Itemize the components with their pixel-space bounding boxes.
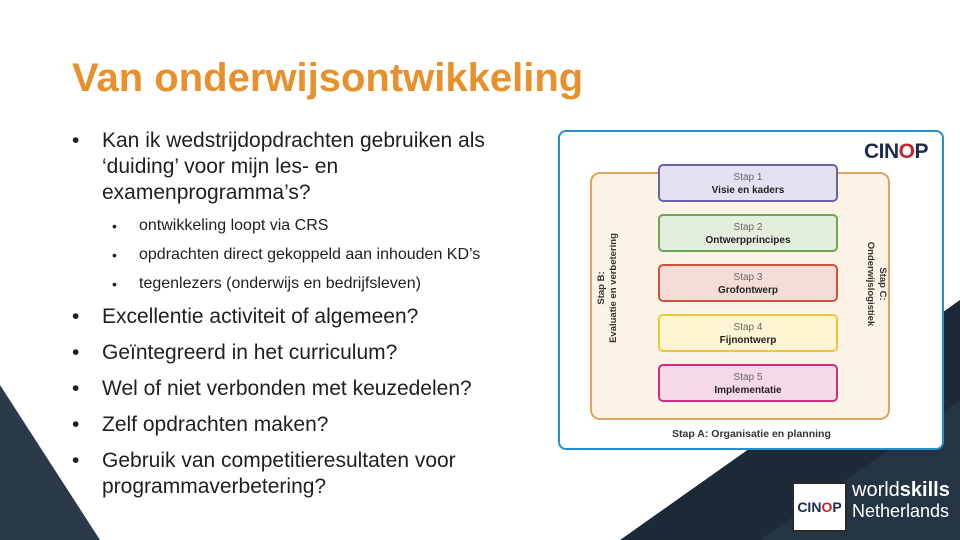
bullet-item	[72, 376, 552, 402]
bullet-item	[72, 448, 552, 500]
stap-a-label: Stap A: Organisatie en planning	[672, 428, 831, 440]
bullet-dot: •	[72, 449, 80, 472]
step-name: Ontwerpprincipes	[705, 235, 791, 246]
step-number: Stap 2	[733, 222, 763, 233]
bullet-content	[72, 128, 552, 510]
bullet-dot: •	[72, 377, 80, 400]
step-5-box	[658, 364, 838, 402]
sub-bullet-dot: •	[112, 276, 117, 292]
step-number: Stap 4	[733, 322, 763, 333]
stap-b-label: Stap B: Evaluatie en verbetering	[596, 233, 619, 343]
step-name: Implementatie	[714, 385, 782, 396]
step-number: Stap 5	[733, 372, 763, 383]
sub-bullet-item	[72, 216, 552, 236]
bullet-text: Wel of niet verbonden met keuzedelen?	[102, 377, 472, 400]
bullet-item	[72, 340, 552, 366]
step-number: Stap 1	[733, 172, 763, 183]
bullet-text: Gebruik van competitieresultaten voor programmaverbetering?	[102, 449, 456, 498]
slide-title: Van onderwijsontwikkeling	[72, 56, 584, 100]
step-2-box	[658, 214, 838, 252]
bullet-item	[72, 412, 552, 438]
step-4-box	[658, 314, 838, 352]
step-name: Grofontwerp	[718, 285, 778, 296]
bullet-item	[72, 304, 552, 330]
step-name: Visie en kaders	[711, 185, 785, 196]
sub-bullet-list	[72, 216, 552, 294]
sub-bullet-text: ontwikkeling loopt via CRS	[139, 217, 329, 234]
stap-c-label: Stap C: Onderwijslogistiek	[865, 241, 888, 327]
bullet-dot: •	[72, 305, 80, 328]
bullet-text: Zelf opdrachten maken?	[102, 413, 329, 436]
step-name: Fijnontwerp	[719, 335, 777, 346]
step-number: Stap 3	[733, 272, 763, 283]
bullet-dot: •	[72, 341, 80, 364]
bullet-dot: •	[72, 413, 80, 436]
cinop-logo: CINOP	[863, 140, 928, 163]
bullet-text: Kan ik wedstrijdopdrachten gebruiken als ‘duiding’ voor mijn les- en examenprogramma’s?	[102, 129, 485, 204]
sub-bullet-text: opdrachten direct gekoppeld aan inhouden KD’s	[139, 246, 481, 263]
bullet-text: Excellentie activiteit of algemeen?	[102, 305, 419, 328]
process-diagram	[558, 130, 944, 450]
bullet-dot: •	[72, 129, 80, 152]
cinop-footer-logo: CIN O P	[792, 482, 847, 532]
sub-bullet-text: tegenlezers (onderwijs en bedrijfsleven)	[139, 275, 421, 292]
worldskills-logo: worldskills Netherlands	[852, 479, 950, 521]
bullet-text: Geïntegreerd in het curriculum?	[102, 341, 398, 364]
step-1-box	[658, 164, 838, 202]
sub-bullet-dot: •	[112, 247, 117, 263]
step-3-box	[658, 264, 838, 302]
sub-bullet-dot: •	[112, 218, 117, 234]
bullet-item	[72, 128, 552, 206]
sub-bullet-item	[72, 245, 552, 265]
sub-bullet-item	[72, 274, 552, 294]
